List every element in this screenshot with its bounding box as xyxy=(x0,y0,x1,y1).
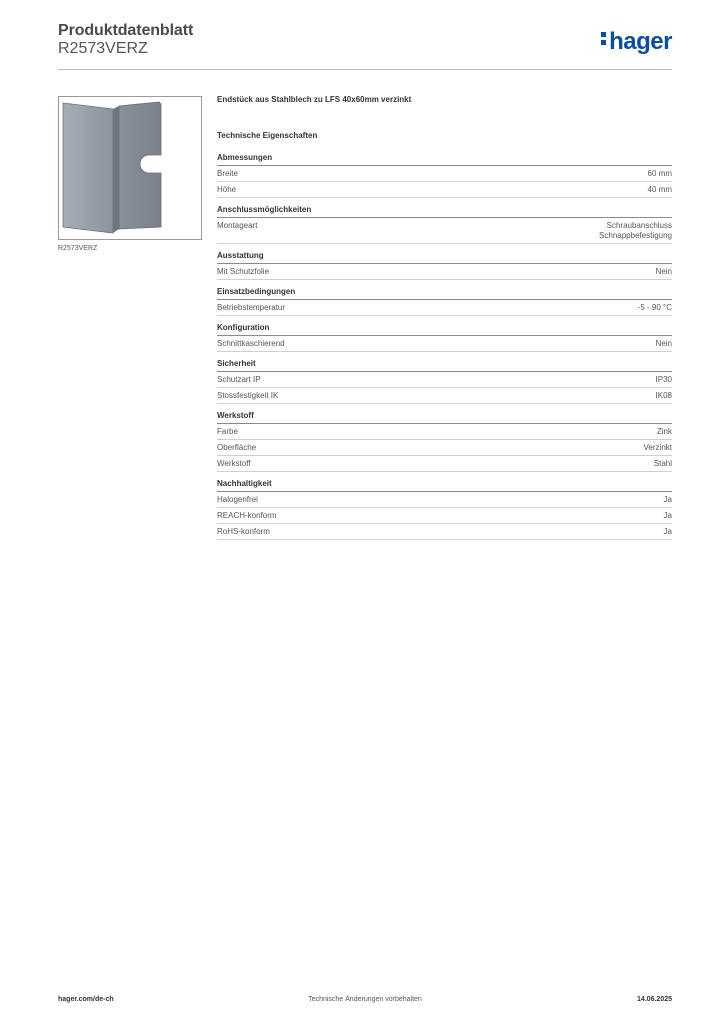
spec-value: Stahl xyxy=(653,459,672,468)
spec-label: Betriebstemperatur xyxy=(217,303,286,312)
footer-website-link[interactable]: hager.com/de-ch xyxy=(58,996,114,1003)
spec-value: Ja xyxy=(663,495,672,504)
spec-label: Stossfestigkeit IK xyxy=(217,391,279,400)
spec-row xyxy=(217,440,672,456)
spec-group-ausstattung xyxy=(217,251,672,280)
spec-label: Schutzart IP xyxy=(217,375,261,384)
spec-label: REACH-konform xyxy=(217,511,277,520)
spec-group-nachhaltigkeit xyxy=(217,479,672,540)
spec-value: IK08 xyxy=(655,391,672,400)
spec-row xyxy=(217,424,672,440)
spec-value: IP30 xyxy=(655,375,672,384)
end-cap-illustration xyxy=(59,97,201,239)
spec-value xyxy=(599,221,672,241)
spec-value: 60 mm xyxy=(647,169,672,178)
spec-value: Nein xyxy=(655,339,672,348)
spec-group-anschluss xyxy=(217,205,672,244)
spec-value: -5 - 90 °C xyxy=(637,303,672,312)
spec-label: Farbe xyxy=(217,427,238,436)
spec-group-werkstoff xyxy=(217,411,672,472)
spec-label: Montageart xyxy=(217,221,258,230)
group-title: Anschlussmöglichkeiten xyxy=(217,205,672,218)
logo-dots-icon xyxy=(601,29,607,48)
spec-label: Mit Schutzfolie xyxy=(217,267,270,276)
spec-row xyxy=(217,388,672,404)
group-title: Einsatzbedingungen xyxy=(217,287,672,300)
spec-label: RoHS-konform xyxy=(217,527,270,536)
spec-row xyxy=(217,300,672,316)
spec-label: Breite xyxy=(217,169,238,178)
product-image xyxy=(58,96,202,240)
group-title: Nachhaltigkeit xyxy=(217,479,672,492)
spec-value: Zink xyxy=(656,427,672,436)
spec-label: Höhe xyxy=(217,185,237,194)
group-title: Konfiguration xyxy=(217,323,672,336)
logo-text: hager xyxy=(609,28,672,55)
spec-row xyxy=(217,336,672,352)
hager-logo xyxy=(601,28,672,56)
spec-group-einsatzbedingungen xyxy=(217,287,672,316)
spec-value: 40 mm xyxy=(647,185,672,194)
spec-value-line: Schnappbefestigung xyxy=(599,231,672,240)
specification-content xyxy=(217,95,672,547)
spec-group-abmessungen xyxy=(217,153,672,198)
spec-group-konfiguration xyxy=(217,323,672,352)
spec-value: Ja xyxy=(663,527,672,536)
spec-group-sicherheit xyxy=(217,359,672,404)
spec-row xyxy=(217,372,672,388)
footer-note: Technische Änderungen vorbehalten xyxy=(308,996,422,1003)
spec-label: Werkstoff xyxy=(217,459,251,468)
spec-value: Verzinkt xyxy=(643,443,672,452)
section-title: Technische Eigenschaften xyxy=(217,131,318,140)
group-title: Ausstattung xyxy=(217,251,672,264)
footer-date: 14.06.2025 xyxy=(636,996,672,1003)
spec-row xyxy=(217,218,672,244)
spec-value: Nein xyxy=(655,267,672,276)
group-title: Abmessungen xyxy=(217,153,672,166)
spec-label: Halogenfrei xyxy=(217,495,258,504)
spec-row xyxy=(217,182,672,198)
spec-row xyxy=(217,264,672,280)
page-header xyxy=(58,22,672,70)
page-footer xyxy=(58,996,672,1010)
spec-label: Schnittkaschierend xyxy=(217,339,285,348)
spec-label: Oberfläche xyxy=(217,443,257,452)
spec-row xyxy=(217,508,672,524)
group-title: Sicherheit xyxy=(217,359,672,372)
spec-row xyxy=(217,524,672,540)
product-description: Endstück aus Stahlblech zu LFS 40x60mm verzinkt xyxy=(217,95,412,104)
group-title: Werkstoff xyxy=(217,411,672,424)
document-title: Produktdatenblatt xyxy=(58,22,194,39)
spec-value-line: Schraubanschluss xyxy=(606,221,672,230)
spec-row xyxy=(217,456,672,472)
spec-value: Ja xyxy=(663,511,672,520)
spec-row xyxy=(217,166,672,182)
article-number: R2573VERZ xyxy=(58,40,148,57)
image-caption: R2573VERZ xyxy=(58,245,98,252)
spec-row xyxy=(217,492,672,508)
